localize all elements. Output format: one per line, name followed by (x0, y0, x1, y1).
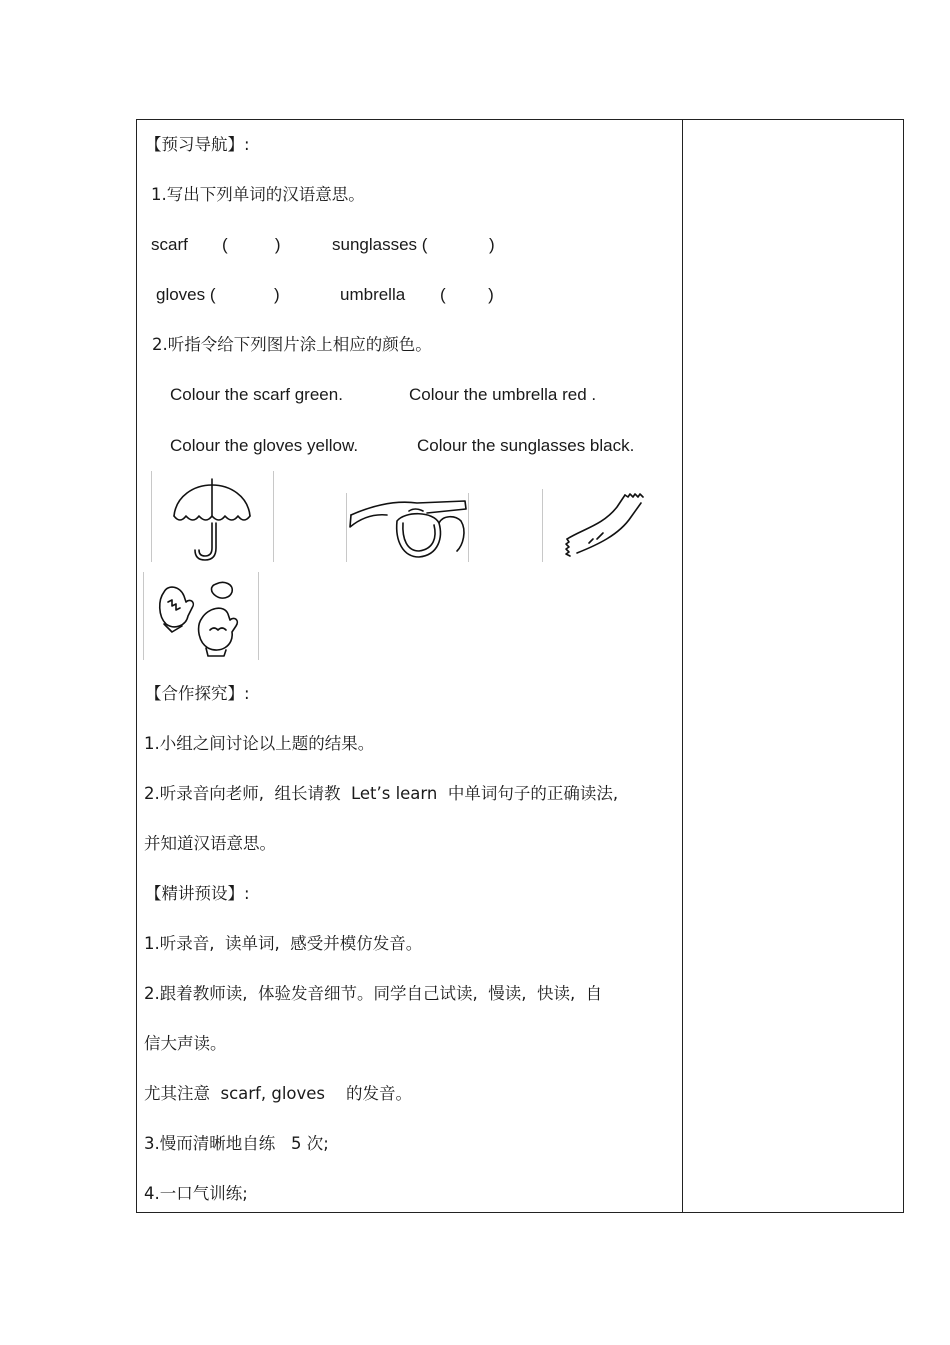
lecture-item-4: 4.一口气训练; (144, 1184, 248, 1203)
lecture-item-2-line-1: 2.跟着教师读, 体验发音细节。同学自己试读, 慢读, 快读, 自 (144, 984, 603, 1003)
vocab-umbrella-blank: ( ) (440, 285, 494, 304)
lecture-item-1: 1.听录音, 读单词, 感受并模仿发音。 (144, 934, 423, 953)
vocab-sunglasses-blank-close: ) (489, 235, 495, 254)
umbrella-icon (152, 471, 273, 562)
gloves-icon (144, 572, 258, 660)
vocab-scarf-blank: ( ) (222, 235, 281, 254)
vocab-sunglasses: sunglasses ( (332, 235, 428, 254)
column-divider (682, 120, 683, 1212)
instruction-umbrella: Colour the umbrella red . (409, 385, 597, 404)
scarf-picture (542, 489, 673, 562)
scarf-icon (543, 489, 673, 562)
task-2-text: 2.听指令给下列图片涂上相应的颜色。 (152, 335, 432, 354)
umbrella-picture (151, 471, 274, 562)
cooperate-heading: 【合作探究】: (145, 684, 250, 703)
sunglasses-picture (346, 493, 469, 562)
lecture-note: 尤其注意 scarf, gloves 的发音。 (144, 1084, 412, 1103)
gloves-picture (143, 572, 259, 660)
vocab-gloves-blank-close: ) (274, 285, 280, 304)
instruction-gloves: Colour the gloves yellow. (170, 436, 359, 455)
sunglasses-icon (347, 493, 468, 562)
vocab-scarf: scarf (151, 235, 188, 254)
lesson-table (136, 119, 904, 1213)
cooperate-item-2-line-1: 2.听录音向老师, 组长请教 Let’s learn 中单词句子的正确读法, (144, 784, 619, 803)
vocab-gloves: gloves ( (156, 285, 216, 304)
vocab-umbrella: umbrella (340, 285, 406, 304)
lecture-item-2-line-2: 信大声读。 (144, 1034, 227, 1053)
lecture-heading: 【精讲预设】: (145, 884, 250, 903)
instruction-scarf: Colour the scarf green. (170, 385, 343, 404)
task-1-text: 1.写出下列单词的汉语意思。 (151, 185, 365, 204)
instruction-sunglasses: Colour the sunglasses black. (417, 436, 635, 455)
cooperate-item-2-line-2: 并知道汉语意思。 (144, 834, 276, 853)
cooperate-item-1: 1.小组之间讨论以上题的结果。 (144, 734, 375, 753)
preview-heading: 【预习导航】: (145, 135, 250, 154)
lecture-item-3: 3.慢而清晰地自练 5 次; (144, 1134, 329, 1153)
